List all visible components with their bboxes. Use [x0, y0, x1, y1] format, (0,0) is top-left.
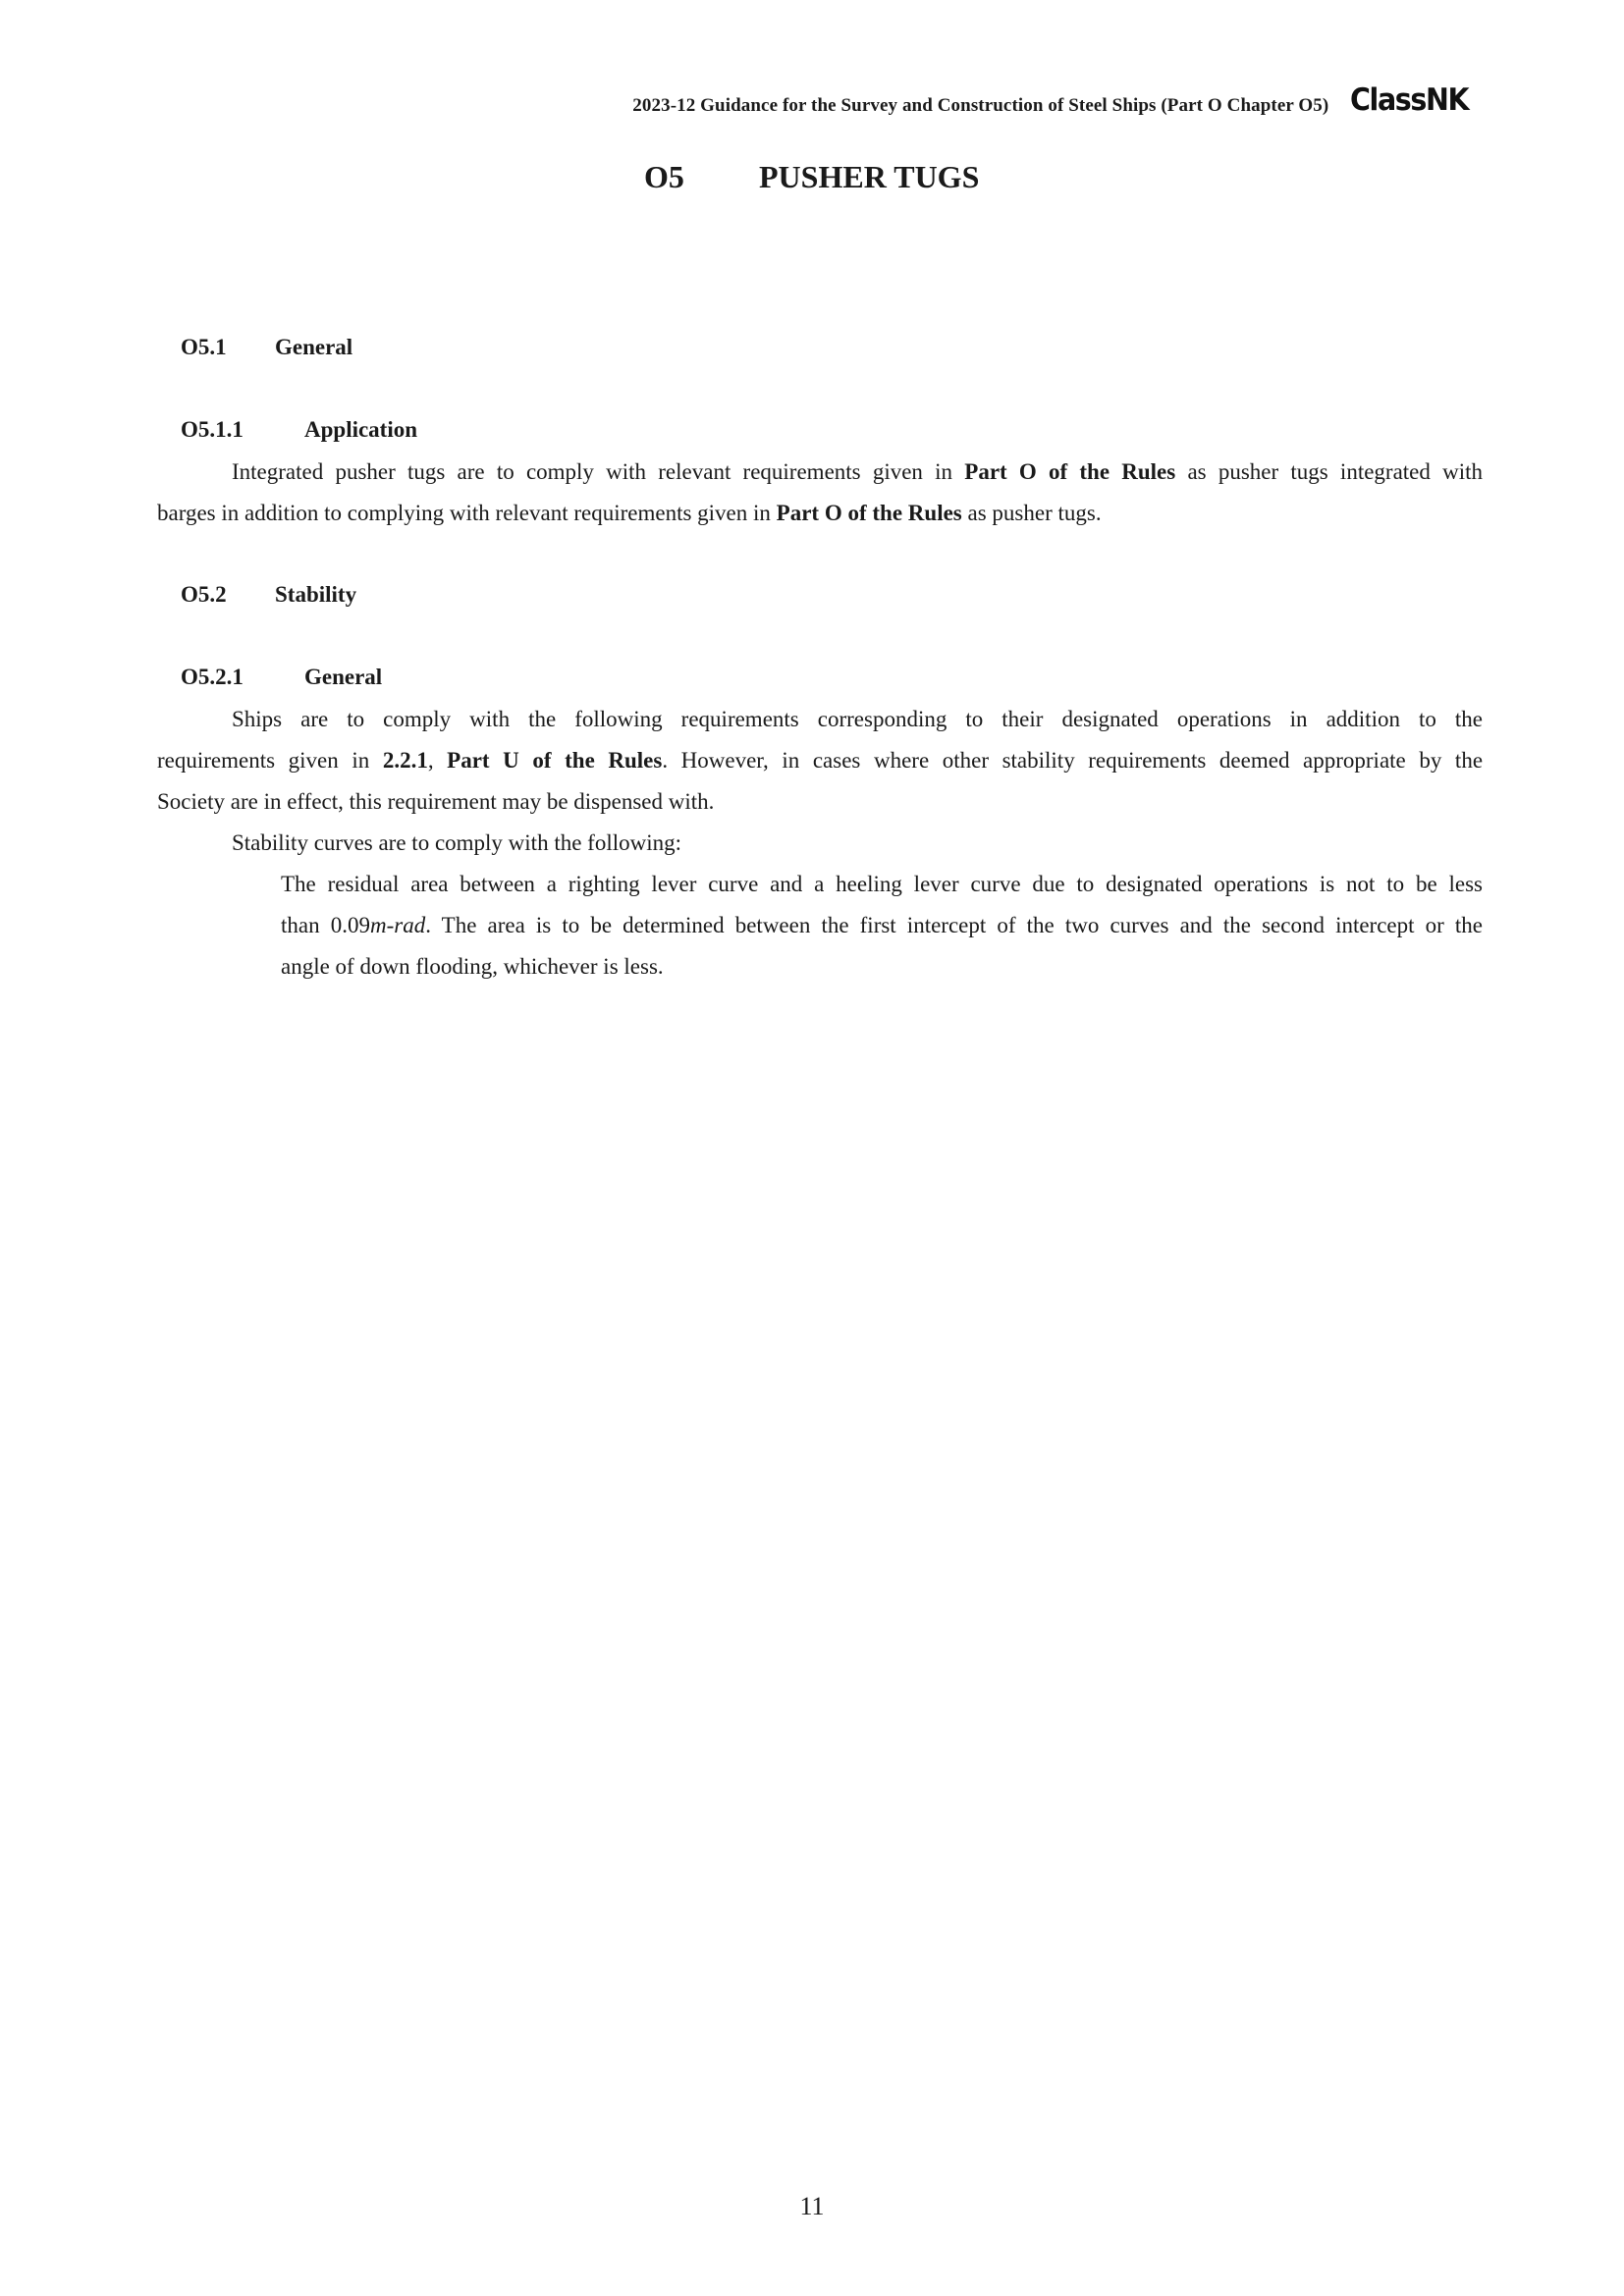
clause-reference: 2.2.1 — [382, 748, 428, 773]
stability-curves-intro — [232, 823, 1483, 864]
paragraph-line: barges in addition to complying with relevant requirements given in Part O of the Rules as pusher tugs. — [157, 501, 1102, 525]
chapter-number: O5 — [644, 159, 684, 194]
unit-m-rad: m-rad — [369, 913, 426, 937]
paragraph-line: angle of down flooding, whichever is less. — [281, 954, 664, 979]
rules-reference: Part O of the Rules — [964, 459, 1176, 484]
section-number: O5.2 — [181, 582, 227, 607]
chapter-name: PUSHER TUGS — [759, 159, 980, 194]
page-number: 11 — [799, 2192, 825, 2220]
section-title: General — [275, 335, 353, 359]
classnk-logo: ClassNK — [1350, 82, 1469, 118]
paragraph-line: Ships are to comply with the following requirements corresponding to their designated operations in addition to the — [232, 707, 1483, 731]
subsection-title: Application — [304, 417, 418, 442]
paragraph-line: than 0.09m-rad. The area is to be determined between the first intercept of the two curves and the second intercept or the — [281, 913, 1483, 937]
running-title: 2023-12 Guidance for the Survey and Construction of Steel Ships (Part O Chapter O5) — [632, 95, 1329, 116]
section-number: O5.1 — [181, 335, 227, 359]
paragraph-line: Society are in effect, this requirement may be dispensed with. — [157, 789, 715, 814]
paragraph-line: requirements given in 2.2.1, Part U of the Rules. However, in cases where other stability requirements deemed appropriate by the — [157, 748, 1484, 773]
rules-reference: Part O of the Rules — [776, 501, 962, 525]
paragraph-line: Stability curves are to comply with the following: — [232, 830, 682, 855]
subsection-title: General — [304, 665, 383, 689]
subsection-number: O5.1.1 — [181, 417, 244, 442]
section-title: Stability — [275, 582, 357, 607]
application-paragraph — [157, 452, 1483, 534]
residual-area-requirement — [281, 864, 1483, 988]
running-header — [632, 82, 1479, 118]
stability-general-paragraph — [157, 699, 1483, 823]
paragraph-line: The residual area between a righting lever curve and a heeling lever curve due to designated operations is not to be less — [281, 872, 1483, 896]
rules-reference: Part U of the Rules — [447, 748, 663, 773]
paragraph-line: Integrated pusher tugs are to comply with relevant requirements given in Part O of the Rules as pusher tugs integrated with — [232, 459, 1483, 484]
subsection-number: O5.2.1 — [181, 665, 244, 689]
